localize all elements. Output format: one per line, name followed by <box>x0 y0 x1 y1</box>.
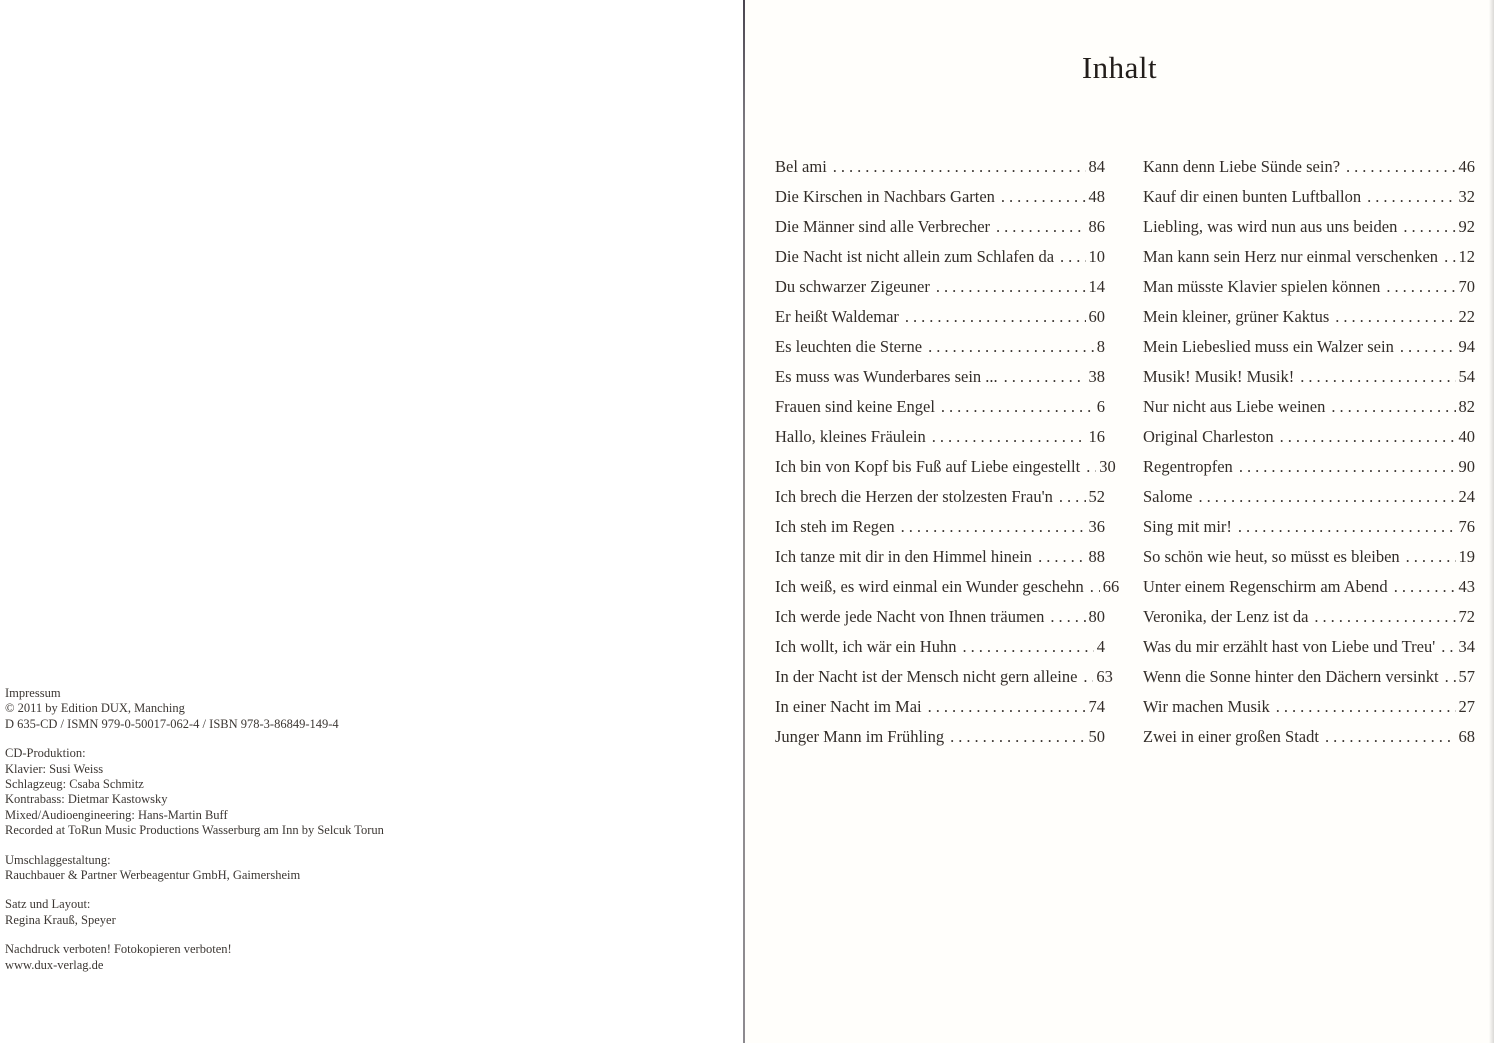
toc-entry-page-number: 60 <box>1088 307 1105 326</box>
toc-entry-page-number: 8 <box>1096 337 1105 356</box>
dot-leader <box>1059 482 1086 512</box>
toc-entry-page-number: 90 <box>1458 457 1475 476</box>
table-of-contents <box>775 152 1475 752</box>
toc-entry-page-number: 16 <box>1088 427 1105 446</box>
dot-leader <box>1444 242 1455 272</box>
toc-entry-title: Was du mir erzählt hast von Liebe und Treu' <box>1143 637 1436 656</box>
toc-entry-page-number: 86 <box>1088 217 1105 236</box>
toc-entry-page-number: 43 <box>1458 577 1475 596</box>
toc-entry-title: Es muss was Wunderbares sein ... <box>775 367 998 386</box>
dot-leader <box>833 152 1086 182</box>
toc-entry-page-number: 52 <box>1088 487 1105 506</box>
toc-entry <box>1143 362 1475 392</box>
toc-entry <box>775 632 1105 662</box>
page-right-edge-shadow <box>1489 0 1494 1043</box>
toc-entry-title: In einer Nacht im Mai <box>775 697 922 716</box>
toc-entry-page-number: 12 <box>1458 247 1475 266</box>
toc-entry-page-number: 63 <box>1096 667 1113 686</box>
dot-leader <box>1386 272 1455 302</box>
toc-entry-title: Mein Liebeslied muss ein Walzer sein <box>1143 337 1394 356</box>
toc-entry <box>775 152 1105 182</box>
toc-entry-title: Bel ami <box>775 157 827 176</box>
toc-entry-page-number: 32 <box>1458 187 1475 206</box>
dot-leader <box>1276 692 1456 722</box>
impressum-line: www.dux-verlag.de <box>5 957 104 972</box>
toc-entry-page-number: 82 <box>1458 397 1475 416</box>
toc-entry <box>1143 722 1475 752</box>
dot-leader <box>936 272 1086 302</box>
dot-leader <box>1083 662 1093 692</box>
toc-entry <box>1143 482 1475 512</box>
toc-entry-title: Die Kirschen in Nachbars Garten <box>775 187 995 206</box>
dot-leader <box>1050 602 1085 632</box>
toc-entry <box>775 302 1105 332</box>
toc-entry-page-number: 40 <box>1458 427 1475 446</box>
toc-entry-page-number: 57 <box>1458 667 1475 686</box>
impressum-line: Kontrabass: Dietmar Kastowsky <box>5 792 168 807</box>
toc-entry-page-number: 94 <box>1458 337 1475 356</box>
toc-entry-title: Unter einem Regenschirm am Abend <box>1143 577 1388 596</box>
toc-entry-page-number: 27 <box>1458 697 1475 716</box>
toc-entry-title: Kauf dir einen bunten Luftballon <box>1143 187 1362 206</box>
toc-entry-title: Wir machen Musik <box>1143 697 1270 716</box>
toc-entry-title: Ich tanze mit dir in den Himmel hinein <box>775 547 1033 566</box>
impressum-line: Nachdruck verboten! Fotokopieren verboten! <box>5 942 232 957</box>
dot-leader <box>962 632 1093 662</box>
dot-leader <box>1441 632 1455 662</box>
toc-entry-page-number: 46 <box>1458 157 1475 176</box>
toc-entry-page-number: 68 <box>1458 727 1475 746</box>
toc-entry <box>1143 302 1475 332</box>
toc-entry <box>1143 452 1475 482</box>
toc-entry-page-number: 36 <box>1088 517 1105 536</box>
toc-entry-title: Ich bin von Kopf bis Fuß auf Liebe eingestellt <box>775 457 1081 476</box>
toc-entry-page-number: 74 <box>1088 697 1105 716</box>
toc-entry-title: Man müsste Klavier spielen können <box>1143 277 1381 296</box>
toc-entry <box>775 242 1105 272</box>
toc-entry-page-number: 92 <box>1458 217 1475 236</box>
toc-entry-page-number: 14 <box>1088 277 1105 296</box>
impressum-line: Schlagzeug: Csaba Schmitz <box>5 777 144 792</box>
dot-leader <box>1394 572 1456 602</box>
toc-entry-title: Er heißt Waldemar <box>775 307 899 326</box>
toc-entry-page-number: 48 <box>1088 187 1105 206</box>
toc-entry <box>1143 632 1475 662</box>
toc-entry-title: Nur nicht aus Liebe weinen <box>1143 397 1326 416</box>
impressum-block <box>5 746 685 838</box>
dot-leader <box>1038 542 1085 572</box>
dot-leader <box>1239 452 1456 482</box>
dot-leader <box>928 692 1086 722</box>
page-title: Inhalt <box>1081 50 1158 85</box>
dot-leader <box>901 512 1086 542</box>
toc-entry-title: Ich steh im Regen <box>775 517 895 536</box>
left-page <box>0 0 744 1043</box>
impressum-line: Rauchbauer & Partner Werbeagentur GmbH, Gaimersheim <box>5 868 301 883</box>
impressum-line: Recorded at ToRun Music Productions Wasserburg am Inn by Selcuk Torun <box>5 823 384 838</box>
toc-entry-page-number: 76 <box>1458 517 1475 536</box>
impressum <box>5 686 685 987</box>
toc-entry-page-number: 84 <box>1088 157 1105 176</box>
toc-entry-title: In der Nacht ist der Mensch nicht gern alleine <box>775 667 1078 686</box>
toc-entry <box>1143 152 1475 182</box>
toc-entry <box>775 692 1105 722</box>
toc-entry-page-number: 80 <box>1088 607 1105 626</box>
dot-leader <box>996 212 1085 242</box>
dot-leader <box>1335 302 1455 332</box>
toc-entry <box>775 722 1105 752</box>
right-page <box>745 0 1494 1043</box>
dot-leader <box>1346 152 1455 182</box>
toc-entry-page-number: 4 <box>1096 637 1105 656</box>
toc-entry-title: Ich wollt, ich wär ein Huhn <box>775 637 957 656</box>
dot-leader <box>1325 722 1456 752</box>
impressum-line: Klavier: Susi Weiss <box>5 761 104 776</box>
toc-entry-title: Ich brech die Herzen der stolzesten Frau'n <box>775 487 1053 506</box>
toc-entry-title: Kann denn Liebe Sünde sein? <box>1143 157 1341 176</box>
toc-entry-title: So schön wie heut, so müsst es bleiben <box>1143 547 1400 566</box>
toc-entry <box>1143 572 1475 602</box>
impressum-line: Satz und Layout: <box>5 897 91 912</box>
toc-entry <box>775 392 1105 422</box>
toc-entry <box>775 482 1105 512</box>
toc-entry <box>775 422 1105 452</box>
toc-entry-title: Man kann sein Herz nur einmal verschenken <box>1143 247 1439 266</box>
toc-entry <box>1143 212 1475 242</box>
toc-column-left <box>775 152 1120 752</box>
toc-entry-page-number: 6 <box>1096 397 1105 416</box>
toc-entry-title: Sing mit mir! <box>1143 517 1232 536</box>
impressum-block <box>5 897 685 928</box>
toc-entry <box>775 272 1105 302</box>
toc-entry <box>1143 242 1475 272</box>
impressum-line: Umschlaggestaltung: <box>5 852 111 867</box>
toc-entry <box>1143 272 1475 302</box>
toc-entry-title: Ich werde jede Nacht von Ihnen träumen <box>775 607 1045 626</box>
toc-entry-page-number: 88 <box>1088 547 1105 566</box>
toc-entry <box>1143 662 1475 692</box>
toc-entry <box>775 542 1105 572</box>
toc-entry-title: Veronika, der Lenz ist da <box>1143 607 1309 626</box>
toc-entry <box>1143 692 1475 722</box>
toc-entry-page-number: 24 <box>1458 487 1475 506</box>
toc-entry-title: Original Charleston <box>1143 427 1274 446</box>
toc-entry <box>1143 392 1475 422</box>
toc-entry-page-number: 38 <box>1088 367 1105 386</box>
toc-entry-title: Die Nacht ist nicht allein zum Schlafen da <box>775 247 1055 266</box>
toc-entry-page-number: 30 <box>1099 457 1116 476</box>
toc-entry <box>775 332 1105 362</box>
toc-entry <box>1143 182 1475 212</box>
toc-entry <box>1143 542 1475 572</box>
dot-leader <box>1400 332 1456 362</box>
toc-entry-page-number: 50 <box>1088 727 1105 746</box>
toc-entry-page-number: 70 <box>1458 277 1475 296</box>
dot-leader <box>1238 512 1456 542</box>
toc-entry-page-number: 10 <box>1088 247 1105 266</box>
toc-entry-title: Liebling, was wird nun aus uns beiden <box>1143 217 1398 236</box>
toc-entry <box>775 662 1113 692</box>
dot-leader <box>1406 542 1456 572</box>
dot-leader <box>905 302 1086 332</box>
toc-entry <box>775 602 1105 632</box>
dot-leader <box>950 722 1085 752</box>
toc-entry-title: Ich weiß, es wird einmal ein Wunder geschehn <box>775 577 1084 596</box>
impressum-line: Regina Krauß, Speyer <box>5 912 116 927</box>
toc-entry <box>775 362 1105 392</box>
toc-entry-page-number: 72 <box>1458 607 1475 626</box>
toc-entry-title: Frauen sind keine Engel <box>775 397 935 416</box>
toc-entry-title: Zwei in einer großen Stadt <box>1143 727 1319 746</box>
toc-entry-title: Salome <box>1143 487 1193 506</box>
impressum-block <box>5 686 685 732</box>
toc-entry <box>775 452 1116 482</box>
dot-leader <box>1331 392 1455 422</box>
impressum-block <box>5 853 685 884</box>
dot-leader <box>1367 182 1455 212</box>
dot-leader <box>1403 212 1455 242</box>
dot-leader <box>928 332 1094 362</box>
toc-entry-page-number: 54 <box>1458 367 1475 386</box>
toc-entry <box>1143 512 1475 542</box>
impressum-line: Mixed/Audioengineering: Hans-Martin Buff <box>5 807 228 822</box>
toc-entry-title: Regentropfen <box>1143 457 1233 476</box>
toc-entry <box>1143 602 1475 632</box>
dot-leader <box>1314 602 1455 632</box>
dot-leader <box>1004 362 1086 392</box>
toc-entry-title: Du schwarzer Zigeuner <box>775 277 930 296</box>
dot-leader <box>1199 482 1456 512</box>
impressum-block <box>5 942 685 973</box>
toc-column-right <box>1143 152 1475 752</box>
dot-leader <box>932 422 1086 452</box>
toc-entry-title: Hallo, kleines Fräulein <box>775 427 926 446</box>
toc-entry-title: Mein kleiner, grüner Kaktus <box>1143 307 1330 326</box>
dot-leader <box>1086 452 1096 482</box>
toc-entry <box>1143 422 1475 452</box>
toc-entry <box>775 212 1105 242</box>
dot-leader <box>1445 662 1456 692</box>
toc-entry <box>775 182 1105 212</box>
toc-entry-title: Wenn die Sonne hinter den Dächern versinkt <box>1143 667 1439 686</box>
impressum-line: CD-Produktion: <box>5 746 86 761</box>
toc-entry <box>775 512 1105 542</box>
dot-leader <box>941 392 1094 422</box>
impressum-line: Impressum <box>5 686 61 700</box>
toc-entry-title: Es leuchten die Sterne <box>775 337 923 356</box>
dot-leader <box>1300 362 1455 392</box>
dot-leader <box>1090 572 1100 602</box>
toc-entry-page-number: 34 <box>1458 637 1475 656</box>
dot-leader <box>1280 422 1456 452</box>
toc-entry-page-number: 66 <box>1102 577 1120 596</box>
dot-leader <box>1001 182 1086 212</box>
toc-entry <box>775 572 1120 602</box>
toc-entry-title: Junger Mann im Frühling <box>775 727 945 746</box>
impressum-line: © 2011 by Edition DUX, Manching <box>5 701 185 716</box>
toc-entry-title: Musik! Musik! Musik! <box>1143 367 1295 386</box>
toc-entry-page-number: 22 <box>1458 307 1475 326</box>
toc-entry <box>1143 332 1475 362</box>
toc-entry-title: Die Männer sind alle Verbrecher <box>775 217 991 236</box>
toc-entry-page-number: 19 <box>1458 547 1475 566</box>
impressum-line: D 635-CD / ISMN 979-0-50017-062-4 / ISBN 978-3-86849-149-4 <box>5 716 339 731</box>
dot-leader <box>1060 242 1085 272</box>
